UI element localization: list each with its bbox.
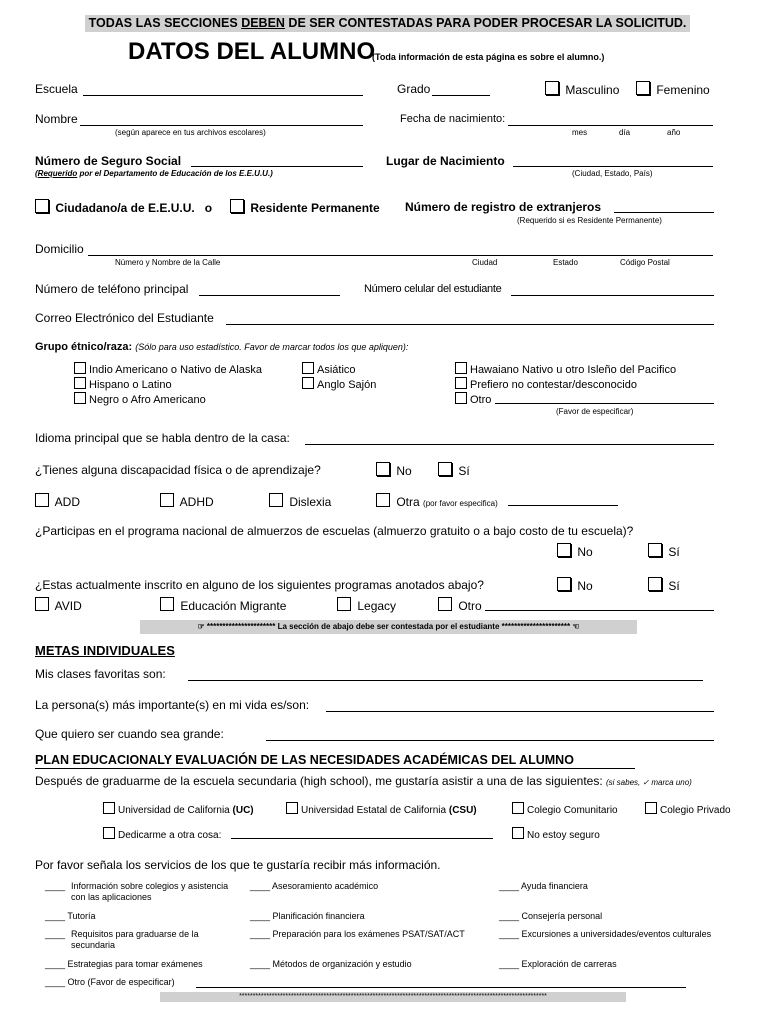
ethnic-checkbox[interactable] [74,377,86,389]
service-label: Preparación para los exámenes PSAT/SAT/ACT [272,929,465,939]
resident-option[interactable] [230,199,380,215]
female-checkbox[interactable] [636,81,650,95]
migrant-label: Educación Migrante [180,599,287,613]
service-blank[interactable]: ____ [499,959,520,969]
programs-no-checkbox[interactable] [557,577,571,591]
plan-heading-underline [35,768,635,769]
left-pointer-icon: ☞︎ [197,622,205,631]
plan-question-note: (si sabes, ✓ marca uno) [606,778,692,787]
phone-label: Número de teléfono principal [35,282,189,296]
citizen-label: Ciudadano/a de E.E.U.U. [55,201,195,215]
programs-no-option[interactable] [557,577,593,593]
ethnic-option[interactable] [74,392,206,406]
disability-other-label: Otra [396,495,420,509]
address-street-hint: Número y Nombre de la Calle [115,258,221,267]
citizen-checkbox[interactable] [35,199,49,213]
ethnic-checkbox[interactable] [455,362,467,374]
ssn-label: Número de Seguro Social [35,154,182,168]
birthplace-field[interactable] [513,166,713,167]
service-item-other[interactable] [45,977,175,987]
male-option[interactable] [545,81,619,97]
service-label: Exploración de carreras [521,959,617,969]
service-label: Tutoría [67,911,96,921]
ethnic-option-label: Negro o Afro Americano [89,394,206,406]
goals-heading: METAS INDIVIDUALES [35,643,175,658]
male-checkbox[interactable] [545,81,559,95]
address-field[interactable] [88,255,713,256]
disability-option-dyslexia[interactable] [269,493,331,509]
resident-checkbox[interactable] [230,199,244,213]
service-blank[interactable]: ____ [499,911,520,921]
service-label: Consejería personal [521,911,603,921]
plan-option-csu[interactable] [286,802,477,816]
disability-other-hint: (por favor especifica) [423,499,498,508]
language-label: Idioma principal que se habla dentro de la casa: [35,431,290,445]
ssn-hint-rest: por el Departamento de Educación de los E.E.U.U.) [77,169,273,178]
ethnic-checkbox[interactable] [74,362,86,374]
instruction-post: DE SER CONTESTADAS PARA PODER PROCESAR LA SOLICITUD. [284,16,687,30]
service-blank[interactable]: ____ [45,911,66,921]
service-label: Métodos de organización y estudio [272,959,412,969]
address-label: Domicilio [35,242,84,256]
csu-label: Universidad Estatal de California [301,805,449,816]
email-label: Correo Electrónico del Estudiante [35,311,214,325]
service-item[interactable] [250,959,412,969]
disability-other-checkbox[interactable] [376,493,390,507]
grow-up-field[interactable] [266,740,714,741]
service-blank[interactable]: ____ [250,959,271,969]
dob-field[interactable] [508,125,713,126]
ethnic-heading [35,341,408,353]
disability-option-adhd[interactable] [160,493,214,509]
legacy-checkbox[interactable] [337,597,351,611]
disability-yes-label: Sí [458,464,470,478]
plan-option-uc[interactable] [103,802,254,816]
resident-label: Residente Permanente [250,201,380,215]
dyslexia-label: Dislexia [289,495,332,509]
dob-day: día [619,128,631,137]
ethnic-checkbox[interactable] [302,377,314,389]
page-title: DATOS DEL ALUMNO [128,38,376,65]
instruction-banner [85,15,690,32]
address-city-hint: Ciudad [472,258,498,267]
lunch-question: ¿Participas en el programa nacional de almuerzos de escuelas (almuerzo gratuito o a bajo costo de tu escuela)? [35,524,634,538]
disability-no-checkbox[interactable] [376,462,390,476]
ethnic-option-label: Indio Americano o Nativo de Alaska [89,364,263,376]
service-blank[interactable]: ____ [250,911,271,921]
ethnic-option-label: Otro [470,394,492,406]
service-item[interactable] [250,929,465,939]
disability-yes-checkbox[interactable] [438,462,452,476]
name-field[interactable] [80,125,363,126]
ethnic-checkbox[interactable] [74,392,86,404]
phone-field[interactable] [199,295,340,296]
grow-up-label: Que quiero ser cuando sea grande: [35,727,224,741]
right-pointer-icon: ☜︎ [572,622,580,631]
female-label: Femenino [656,83,710,97]
birthplace-hint: (Ciudad, Estado, País) [572,169,653,178]
service-label: Excursiones a universidades/eventos culturales [521,929,712,939]
disability-no-option[interactable] [376,462,412,478]
lunch-no-label: No [577,545,593,559]
uc-abbr: (UC) [232,805,254,816]
name-hint: (según aparece en tus archivos escolares) [115,128,266,137]
ethnic-option[interactable] [455,362,676,376]
lunch-yes-label: Sí [668,545,680,559]
unsure-checkbox[interactable] [512,827,524,839]
address-zip-hint: Código Postal [620,258,670,267]
language-field[interactable] [305,444,714,445]
service-blank[interactable]: ____ [45,977,66,987]
school-label: Escuela [35,82,78,96]
disability-question: ¿Tienes alguna discapacidad física o de aprendizaje? [35,463,321,477]
instruction-pre: TODAS LAS SECCIONES [88,16,242,30]
program-other-field[interactable] [485,610,714,611]
service-other-label: Otro (Favor de especificar) [67,977,175,987]
plan-question: Después de graduarme de la escuela secundaria (high school), me gustaría asistir a una de las siguientes: [35,774,603,788]
ethnic-option[interactable] [455,377,637,391]
fav-classes-field[interactable] [188,680,703,681]
programs-yes-option[interactable] [648,577,680,593]
instruction-em: DEBEN [241,16,285,30]
title-note: (Toda información de esta página es sobre el alumno.) [372,52,605,62]
plan-other-checkbox[interactable] [103,827,115,839]
program-other-checkbox[interactable] [438,597,452,611]
legacy-label: Legacy [357,599,397,613]
service-item[interactable] [45,881,235,903]
plan-heading: PLAN EDUCACIONALY EVALUACIÓN DE LAS NECESIDADES ACADÉMICAS DEL ALUMNO [35,753,574,767]
service-item[interactable] [45,959,203,969]
school-field[interactable] [83,95,363,96]
footer-stars: ***************************************************************************************************************** [160,992,626,1002]
service-blank[interactable]: ____ [250,929,271,939]
service-item[interactable] [499,881,588,891]
ethnic-option-label: Hispano o Latino [89,379,172,391]
service-label: Estrategias para tomar exámenes [67,959,203,969]
important-person-field[interactable] [326,711,714,712]
ethnic-checkbox[interactable] [455,392,467,404]
ssn-hint-required: Requerido [37,169,78,178]
service-item[interactable] [499,929,711,939]
add-label: ADD [54,495,81,509]
service-item[interactable] [45,911,96,921]
lunch-yes-checkbox[interactable] [648,543,662,557]
citizen-option[interactable] [35,199,212,215]
ethnic-option[interactable] [74,362,262,376]
alien-number-field[interactable] [614,212,714,213]
community-checkbox[interactable] [512,802,524,814]
ethnic-checkbox[interactable] [302,362,314,374]
ethnic-option[interactable] [74,377,172,391]
ethnic-option-label: Asiático [317,364,356,376]
ethnic-option-label: Prefiero no contestar/desconocido [470,379,637,391]
cell-label: Número celular del estudiante [364,283,502,295]
disability-no-label: No [396,464,412,478]
important-person-label: La persona(s) más importante(s) en mi vida es/son: [35,698,310,712]
disability-other-field[interactable] [508,505,618,506]
plan-option-community[interactable] [512,802,618,816]
email-field[interactable] [226,324,714,325]
plan-other-label: Dedicarme a otra cosa: [118,830,222,841]
program-option-migrant[interactable] [160,597,286,613]
address-state-hint: Estado [553,258,578,267]
ssn-hint: (Requerido por el Departamento de Educación de los E.E.U.U.) [35,169,273,178]
alien-number-label: Número de registro de extranjeros [405,200,602,214]
ethnic-other-hint: (Favor de especificar) [556,407,634,416]
avid-label: AVID [54,599,82,613]
ethnic-option[interactable] [455,392,491,406]
plan-option-unsure[interactable] [512,827,600,841]
service-item[interactable] [499,911,602,921]
service-item[interactable] [45,929,230,951]
dob-label: Fecha de nacimiento: [400,113,506,125]
programs-question: ¿Estas actualmente inscrito en alguno de los siguientes programas anotados abajo? [35,578,484,592]
community-label: Colegio Comunitario [527,805,618,816]
ethnic-note: (Sólo para uso estadístico. Favor de marcar todos los que apliquen): [135,342,409,352]
uc-label: Universidad de California [118,805,233,816]
csu-checkbox[interactable] [286,802,298,814]
alien-number-hint: (Requerido si es Residente Permanente) [517,216,662,225]
grade-label: Grado [397,82,431,96]
ssn-field[interactable] [191,166,363,167]
ethnic-option-label: Hawaiano Nativo u otro Isleño del Pacifico [470,364,677,376]
male-label: Masculino [565,83,620,97]
ethnic-option-label: Anglo Sajón [317,379,377,391]
disability-option-other[interactable] [376,493,498,509]
service-blank[interactable]: ____ [250,881,271,891]
plan-question-row [35,774,692,788]
service-label: Asesoramiento académico [272,881,379,891]
grade-field[interactable] [432,95,490,96]
lunch-no-option[interactable] [557,543,593,559]
lunch-no-checkbox[interactable] [557,543,571,557]
service-label: Ayuda financiera [521,881,588,891]
dob-month: mes [572,128,588,137]
plan-option-private[interactable] [645,802,731,816]
programs-no-label: No [577,579,593,593]
lunch-yes-option[interactable] [648,543,680,559]
female-option[interactable] [636,81,710,97]
unsure-label: No estoy seguro [527,830,600,841]
ethnic-option[interactable] [302,377,376,391]
ethnic-option[interactable] [302,362,356,376]
disability-yes-option[interactable] [438,462,470,478]
plan-option-other[interactable] [103,827,221,841]
avid-checkbox[interactable] [35,597,49,611]
program-option-avid[interactable] [35,597,82,613]
add-checkbox[interactable] [35,493,49,507]
name-label: Nombre [35,112,78,126]
adhd-label: ADHD [179,495,214,509]
ethnic-label: Grupo étnico/raza: [35,341,133,353]
private-checkbox[interactable] [645,802,657,814]
programs-yes-checkbox[interactable] [648,577,662,591]
service-other-field[interactable] [196,987,686,988]
birthplace-label: Lugar de Nacimiento [386,154,505,168]
service-label: Requisitos para graduarse de la secundaria [71,929,199,950]
or-label: o [204,201,213,215]
program-other-label: Otro [458,599,482,613]
ethnic-other-field[interactable] [495,403,714,404]
fav-classes-label: Mis clases favoritas son: [35,667,166,681]
plan-other-field[interactable] [231,838,493,839]
service-blank[interactable]: ____ [499,929,520,939]
uc-checkbox[interactable] [103,802,115,814]
csu-abbr: (CSU) [448,805,477,816]
service-item[interactable] [250,911,365,921]
dob-year: año [667,128,681,137]
service-blank[interactable]: ____ [499,881,520,891]
disability-option-add[interactable] [35,493,80,509]
service-blank[interactable]: ____ [45,959,66,969]
dyslexia-checkbox[interactable] [269,493,283,507]
private-label: Colegio Privado [660,805,731,816]
service-blank[interactable]: ____ [45,881,66,891]
service-item[interactable] [250,881,378,891]
adhd-checkbox[interactable] [160,493,174,507]
service-label: Información sobre colegios y asistencia con las aplicaciones [71,881,229,902]
ethnic-checkbox[interactable] [455,377,467,389]
service-blank[interactable]: ____ [45,929,66,939]
service-label: Planificación financiera [272,911,365,921]
divider-text: ********************** La sección de abajo debe ser contestada por el estudiante ********************** [206,622,571,631]
services-question: Por favor señala los servicios de los que te gustaría recibir más información. [35,858,441,872]
student-section-divider [140,620,637,634]
cell-field[interactable] [511,295,714,296]
programs-yes-label: Sí [668,579,680,593]
migrant-checkbox[interactable] [160,597,174,611]
program-option-other[interactable] [438,597,482,613]
service-item[interactable] [499,959,617,969]
program-option-legacy[interactable] [337,597,396,613]
